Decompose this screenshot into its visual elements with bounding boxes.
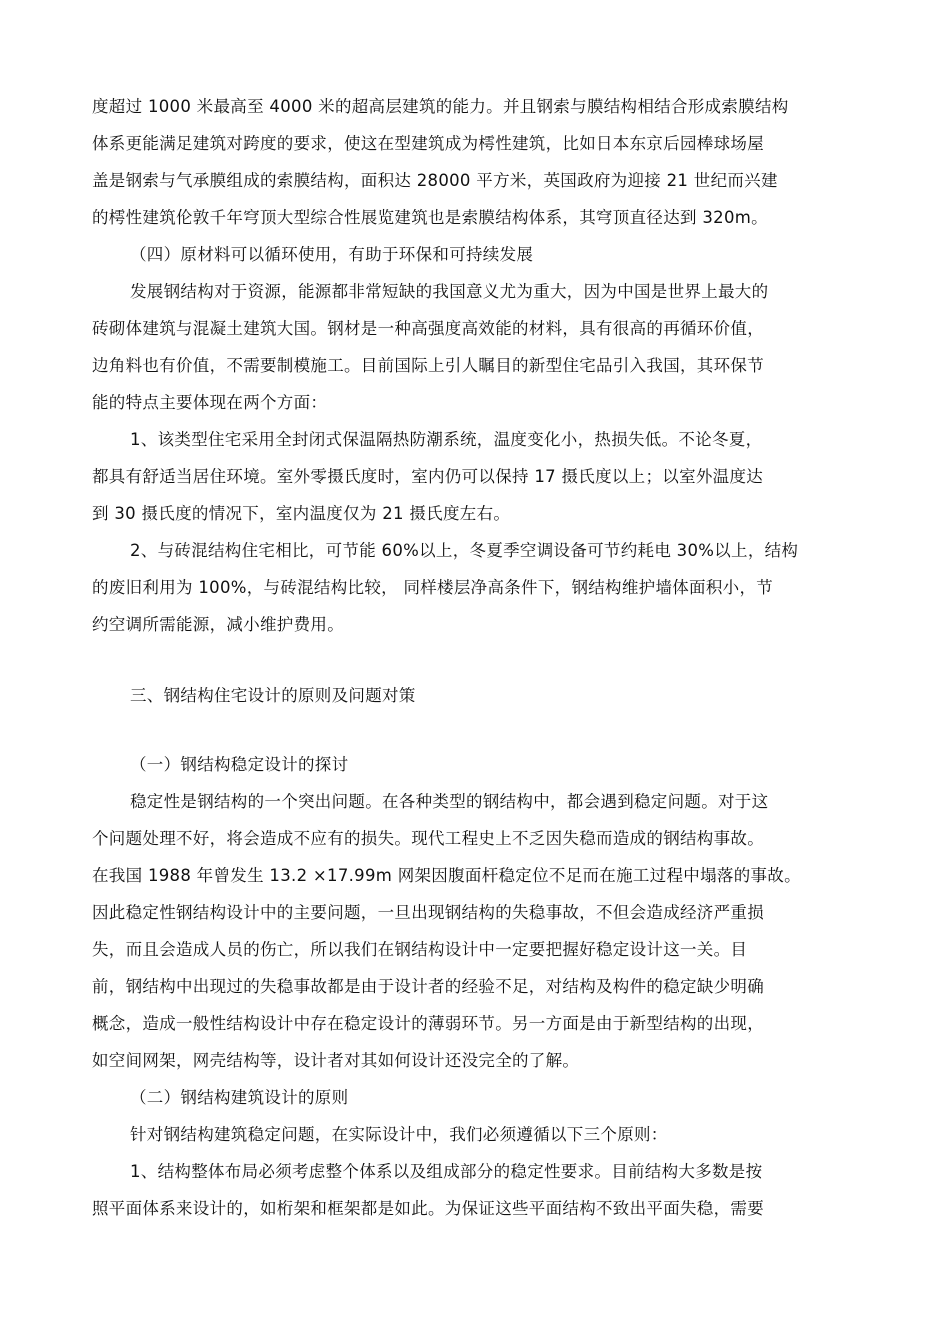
- text-line: 砖砌体建筑与混凝土建筑大国。钢材是一种高强度高效能的材料，具有很高的再循环价值，: [92, 319, 764, 338]
- text-line: 盖是钢索与气承膜组成的索膜结构，面积达 28000 平方米，英国政府为迎接 21 世纪而兴建: [92, 171, 778, 190]
- text-line: 边角料也有价值，不需要制模施工。目前国际上引人瞩目的新型住宅品引入我国，其环保节: [92, 356, 764, 375]
- text-line: 发展钢结构对于资源，能源都非常短缺的我国意义尤为重大，因为中国是世界上最大的: [130, 282, 769, 301]
- text-line: 失，而且会造成人员的伤亡，所以我们在钢结构设计中一定要把握好稳定设计这一关。目: [92, 940, 748, 959]
- text-line: 照平面体系来设计的，如桁架和框架都是如此。为保证这些平面结构不致出平面失稳，需要: [92, 1199, 764, 1218]
- text-line: 1、结构整体布局必须考虑整个体系以及组成部分的稳定性要求。目前结构大多数是按: [130, 1162, 763, 1181]
- text-line: 稳定性是钢结构的一个突出问题。在各种类型的钢结构中，都会遇到稳定问题。对于这: [130, 792, 769, 811]
- text-line: 度超过 1000 米最高至 4000 米的超高层建筑的能力。并且钢索与膜结构相结合形成索膜结构: [92, 97, 789, 116]
- text-line: 如空间网架，网壳结构等，设计者对其如何设计还没完全的了解。: [92, 1051, 580, 1070]
- text-line: 2、与砖混结构住宅相比，可节能 60%以上，冬夏季空调设备可节约耗电 30%以上，结构: [130, 541, 799, 560]
- section-heading: （一）钢结构稳定设计的探讨: [130, 755, 349, 774]
- text-line: 因此稳定性钢结构设计中的主要问题，一旦出现钢结构的失稳事故，不但会造成经济严重损: [92, 903, 764, 922]
- text-line: 概念，造成一般性结构设计中存在稳定设计的薄弱环节。另一方面是由于新型结构的出现，: [92, 1014, 764, 1033]
- chapter-heading: 三、钢结构住宅设计的原则及问题对策: [130, 686, 416, 705]
- text-line: 到 30 摄氏度的情况下，室内温度仅为 21 摄氏度左右。: [92, 504, 511, 523]
- text-line: 的樗性建筑伦敦千年穹顶大型综合性展览建筑也是索膜结构体系，其穹顶直径达到 320m。: [92, 208, 768, 227]
- section-heading: （二）钢结构建筑设计的原则: [130, 1088, 349, 1107]
- section-heading: （四）原材料可以循环使用，有助于环保和可持续发展: [130, 245, 534, 264]
- text-line: 针对钢结构建筑稳定问题，在实际设计中，我们必须遵循以下三个原则：: [130, 1125, 668, 1144]
- text-line: 前，钢结构中出现过的失稳事故都是由于设计者的经验不足，对结构及构件的稳定缺少明确: [92, 977, 764, 996]
- text-line: 约空调所需能源，减小维护费用。: [92, 615, 344, 634]
- text-line: 1、该类型住宅采用全封闭式保温隔热防潮系统，温度变化小，热损失低。不论冬夏，: [130, 430, 763, 449]
- text-line: 个问题处理不好，将会造成不应有的损失。现代工程史上不乏因失稳而造成的钢结构事故。: [92, 829, 764, 848]
- text-line: 都具有舒适当居住环境。室外零摄氏度时，室内仍可以保持 17 摄氏度以上；以室外温度达: [92, 467, 764, 486]
- text-line: 能的特点主要体现在两个方面：: [92, 393, 328, 412]
- text-line: 在我国 1988 年曾发生 13.2 ×17.99m 网架因腹面杆稳定位不足而在施工过程中塌落的事故。: [92, 866, 801, 885]
- text-line: 体系更能满足建筑对跨度的要求，使这在型建筑成为樗性建筑，比如日本东京后园棒球场屋: [92, 134, 764, 153]
- text-line: 的废旧利用为 100%，与砖混结构比较， 同样楼层净高条件下，钢结构维护墙体面积小，节: [92, 578, 774, 597]
